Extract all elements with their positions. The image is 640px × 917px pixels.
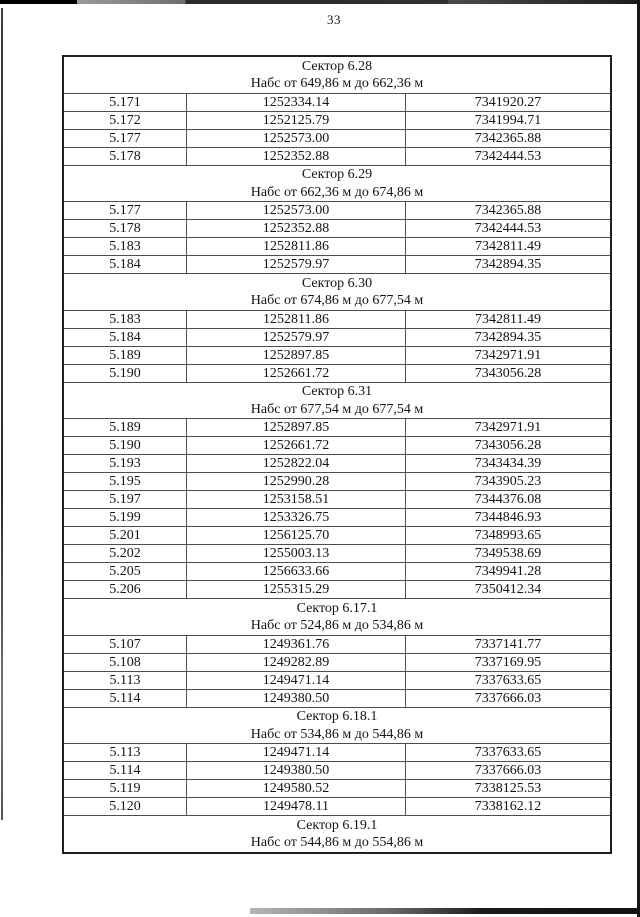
x-coordinate-cell: 1252352.88 <box>186 220 405 237</box>
y-coordinate-cell: 7337666.03 <box>405 762 610 779</box>
table-row <box>64 202 610 220</box>
section-range-subtitle: Набс от 524,86 м до 534,86 м <box>250 618 424 633</box>
section-title: Сектор 6.17.1 <box>296 600 378 616</box>
point-id-cell: 5.178 <box>109 221 141 236</box>
point-id-cell: 5.183 <box>109 311 141 327</box>
y-coordinate-cell: 7341920.27 <box>405 94 610 111</box>
y-coordinate-cell: 7344376.08 <box>405 491 610 508</box>
y-coordinate-cell: 7338162.12 <box>405 798 610 815</box>
y-coordinate-cell: 7349941.28 <box>405 563 610 580</box>
table-section <box>64 57 610 166</box>
table-section <box>64 599 610 708</box>
table-row <box>64 256 610 274</box>
table-row <box>64 527 610 545</box>
x-coordinate-cell: 1252125.79 <box>186 112 405 129</box>
section-range-subtitle: Набс от 544,86 м до 554,86 м <box>250 835 424 850</box>
point-id-cell: 5.190 <box>109 438 141 453</box>
section-header <box>64 816 610 852</box>
y-coordinate-cell: 7343056.28 <box>405 365 610 382</box>
y-coordinate-cell: 7337666.03 <box>405 690 610 707</box>
table-row <box>64 130 610 148</box>
point-id-cell: 5.190 <box>109 365 141 381</box>
point-id-cell: 5.199 <box>109 510 141 525</box>
x-coordinate-cell: 1249380.50 <box>186 690 405 707</box>
table-section <box>64 708 610 817</box>
section-header <box>64 57 610 94</box>
x-coordinate-cell: 1249282.89 <box>186 654 405 671</box>
table-row <box>64 112 610 130</box>
scan-artifact-bottom-edge <box>250 908 640 914</box>
table-section <box>64 166 610 275</box>
table-row <box>64 545 610 563</box>
x-coordinate-cell: 1249380.50 <box>186 762 405 779</box>
x-coordinate-cell: 1249478.11 <box>186 798 405 815</box>
table-row <box>64 672 610 690</box>
point-id-cell: 5.205 <box>109 564 141 579</box>
point-id-cell: 5.177 <box>109 203 141 218</box>
point-id-cell: 5.206 <box>109 582 141 597</box>
x-coordinate-cell: 1252661.72 <box>186 437 405 454</box>
section-title: Сектор 6.29 <box>301 167 373 182</box>
y-coordinate-cell: 7342444.53 <box>405 220 610 237</box>
y-coordinate-cell: 7342365.88 <box>405 202 610 219</box>
point-id-cell: 5.189 <box>109 420 141 435</box>
table-row <box>64 491 610 509</box>
y-coordinate-cell: 7348993.65 <box>405 527 610 544</box>
y-coordinate-cell: 7337633.65 <box>405 744 610 761</box>
table-row <box>64 563 610 581</box>
scan-artifact-left-edge <box>1 8 3 820</box>
y-coordinate-cell: 7341994.71 <box>405 112 610 129</box>
x-coordinate-cell: 1256633.66 <box>186 563 405 580</box>
y-coordinate-cell: 7337633.65 <box>405 672 610 689</box>
y-coordinate-cell: 7343056.28 <box>405 437 610 454</box>
point-id-cell: 5.184 <box>109 329 141 345</box>
table-row <box>64 762 610 780</box>
x-coordinate-cell: 1253326.75 <box>186 509 405 526</box>
x-coordinate-cell: 1249471.14 <box>186 744 405 761</box>
section-range-subtitle: Набс от 674,86 м до 677,54 м <box>250 293 424 308</box>
section-header <box>64 599 610 636</box>
section-title: Сектор 6.18.1 <box>296 709 378 724</box>
table-row <box>64 581 610 599</box>
x-coordinate-cell: 1253158.51 <box>186 491 405 508</box>
point-id-cell: 5.172 <box>109 112 141 128</box>
x-coordinate-cell: 1252822.04 <box>186 455 405 472</box>
table-row <box>64 329 610 347</box>
section-range-subtitle: Набс от 662,36 м до 674,86 м <box>250 184 424 200</box>
page-number: 33 <box>327 12 341 27</box>
point-id-cell: 5.193 <box>109 456 141 471</box>
point-id-cell: 5.120 <box>109 799 141 814</box>
table-row <box>64 347 610 365</box>
y-coordinate-cell: 7338125.53 <box>405 780 610 797</box>
table-row <box>64 473 610 491</box>
table-section <box>64 816 610 852</box>
section-title: Сектор 6.19.1 <box>296 817 378 833</box>
y-coordinate-cell: 7350412.34 <box>405 581 610 598</box>
y-coordinate-cell: 7342811.49 <box>405 238 610 255</box>
table-row <box>64 690 610 708</box>
table-row <box>64 798 610 816</box>
table-section <box>64 274 610 383</box>
table-section <box>64 383 610 600</box>
point-id-cell: 5.177 <box>109 130 141 146</box>
y-coordinate-cell: 7349538.69 <box>405 545 610 562</box>
point-id-cell: 5.189 <box>109 347 141 363</box>
y-coordinate-cell: 7342365.88 <box>405 130 610 147</box>
x-coordinate-cell: 1252573.00 <box>186 202 405 219</box>
point-id-cell: 5.201 <box>109 528 141 543</box>
point-id-cell: 5.197 <box>109 492 141 507</box>
point-id-cell: 5.114 <box>109 763 141 778</box>
point-id-cell: 5.107 <box>109 636 141 652</box>
point-id-cell: 5.183 <box>109 239 141 254</box>
point-id-cell: 5.119 <box>109 781 141 796</box>
x-coordinate-cell: 1249471.14 <box>186 672 405 689</box>
table-row <box>64 419 610 437</box>
section-header <box>64 166 610 203</box>
section-title: Сектор 6.31 <box>301 384 373 399</box>
x-coordinate-cell: 1252352.88 <box>186 148 405 165</box>
point-id-cell: 5.108 <box>109 654 141 670</box>
x-coordinate-cell: 1249580.52 <box>186 780 405 797</box>
table-row <box>64 148 610 166</box>
point-id-cell: 5.113 <box>109 745 141 760</box>
point-id-cell: 5.184 <box>109 257 141 272</box>
section-header <box>64 383 610 420</box>
x-coordinate-cell: 1255003.13 <box>186 545 405 562</box>
scan-artifact-top-edge <box>0 0 640 4</box>
y-coordinate-cell: 7344846.93 <box>405 509 610 526</box>
section-header <box>64 708 610 745</box>
x-coordinate-cell: 1249361.76 <box>186 636 405 653</box>
x-coordinate-cell: 1252990.28 <box>186 473 405 490</box>
y-coordinate-cell: 7337169.95 <box>405 654 610 671</box>
table-row <box>64 744 610 762</box>
point-id-cell: 5.195 <box>109 474 141 489</box>
y-coordinate-cell: 7342894.35 <box>405 329 610 346</box>
y-coordinate-cell: 7337141.77 <box>405 636 610 653</box>
table-row <box>64 455 610 473</box>
x-coordinate-cell: 1256125.70 <box>186 527 405 544</box>
y-coordinate-cell: 7342811.49 <box>405 311 610 328</box>
table-row <box>64 238 610 256</box>
y-coordinate-cell: 7342894.35 <box>405 256 610 273</box>
x-coordinate-cell: 1252897.85 <box>186 419 405 436</box>
y-coordinate-cell: 7342444.53 <box>405 148 610 165</box>
section-header <box>64 274 610 311</box>
table-row <box>64 780 610 798</box>
x-coordinate-cell: 1252579.97 <box>186 256 405 273</box>
x-coordinate-cell: 1252897.85 <box>186 347 405 364</box>
section-range-subtitle: Набс от 649,86 м до 662,36 м <box>250 76 424 91</box>
point-id-cell: 5.171 <box>109 94 141 110</box>
section-range-subtitle: Набс от 677,54 м до 677,54 м <box>250 401 424 417</box>
point-id-cell: 5.114 <box>109 690 141 706</box>
y-coordinate-cell: 7342971.91 <box>405 419 610 436</box>
x-coordinate-cell: 1252579.97 <box>186 329 405 346</box>
x-coordinate-cell: 1252573.00 <box>186 130 405 147</box>
x-coordinate-cell: 1252661.72 <box>186 365 405 382</box>
section-title: Сектор 6.28 <box>301 58 373 74</box>
table-row <box>64 509 610 527</box>
point-id-cell: 5.202 <box>109 546 141 561</box>
table-row <box>64 437 610 455</box>
y-coordinate-cell: 7343434.39 <box>405 455 610 472</box>
coordinate-table <box>62 55 612 854</box>
table-row <box>64 220 610 238</box>
table-row <box>64 654 610 672</box>
x-coordinate-cell: 1252811.86 <box>186 238 405 255</box>
table-row <box>64 94 610 112</box>
y-coordinate-cell: 7343905.23 <box>405 473 610 490</box>
x-coordinate-cell: 1252334.14 <box>186 94 405 111</box>
x-coordinate-cell: 1252811.86 <box>186 311 405 328</box>
table-row <box>64 311 610 329</box>
point-id-cell: 5.178 <box>109 148 141 164</box>
table-row <box>64 636 610 654</box>
table-row <box>64 365 610 383</box>
y-coordinate-cell: 7342971.91 <box>405 347 610 364</box>
x-coordinate-cell: 1255315.29 <box>186 581 405 598</box>
section-title: Сектор 6.30 <box>301 275 373 291</box>
point-id-cell: 5.113 <box>109 672 141 688</box>
section-range-subtitle: Набс от 534,86 м до 544,86 м <box>250 726 424 742</box>
